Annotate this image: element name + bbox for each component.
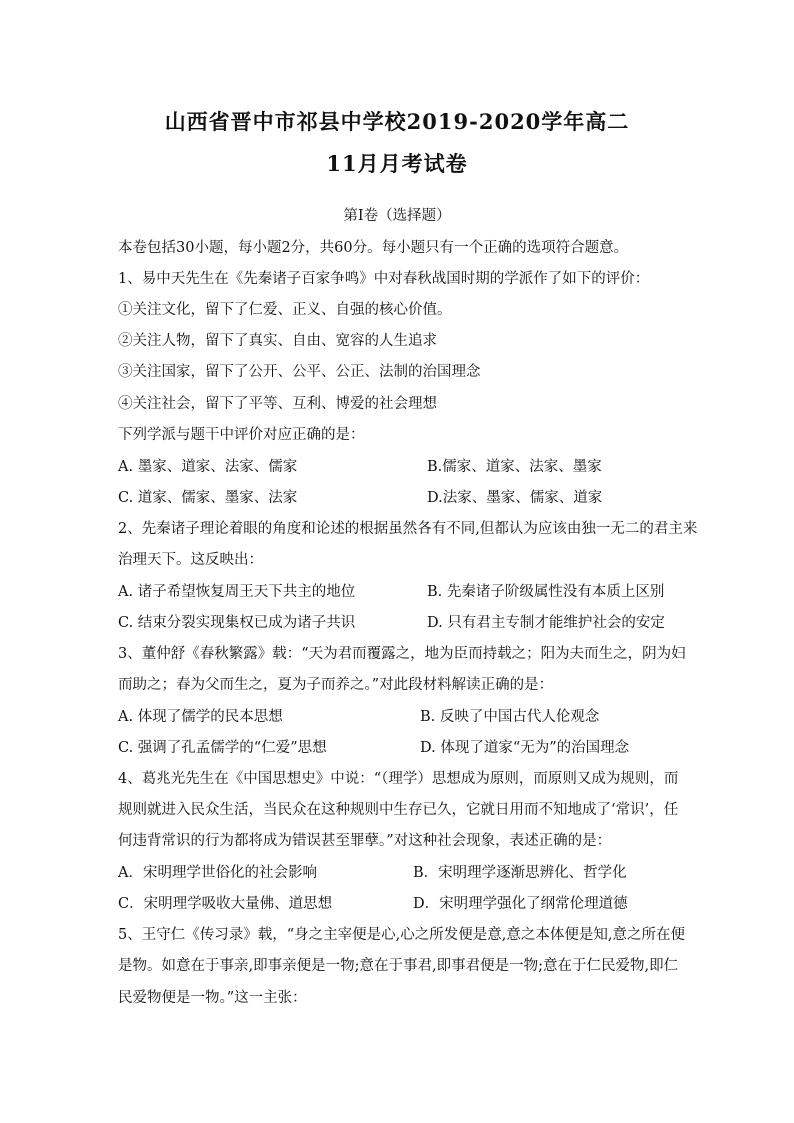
q4-stem-line1: 4、葛兆光先生在《中国思想史》中说：“（理学）思想成为原则，而原则又成为规则，而 xyxy=(118,771,679,787)
q3-stem-line1: 3、董仲舒《春秋繁露》载：“天为君而覆露之，地为臣而持载之；阳为夫而生之，阴为妇 xyxy=(118,646,686,662)
q4-stem-line3: 何违背常识的行为都将成为错误甚至罪孽。”对这种社会现象，表述正确的是： xyxy=(118,833,612,849)
q3-stem-line2: 而助之；春为父而生之，夏为子而养之。”对此段材料解读正确的是： xyxy=(118,677,554,693)
q4-option-c: C．宋明理学吸收大量佛、道思想 xyxy=(118,896,333,912)
q1-prompt: 下列学派与题干中评价对应正确的是： xyxy=(118,427,365,443)
q1-item: ②关注人物，留下了真实、自由、宽容的人生追求 xyxy=(118,333,437,349)
exam-title-line2: 11月月考试卷 xyxy=(326,151,468,176)
q3-option-b: B. 反映了中国古代人伦观念 xyxy=(420,709,600,725)
q1-option-b: B.儒家、道家、法家、墨家 xyxy=(427,459,602,475)
q4-option-d: D．宋明理学强化了纲常伦理道德 xyxy=(413,896,628,912)
q4-option-a: A．宋明理学世俗化的社会影响 xyxy=(118,865,317,881)
q2-option-b: B. 先秦诸子阶级属性没有本质上区别 xyxy=(427,584,665,600)
section-title: 第Ⅰ卷（选择题） xyxy=(343,208,451,224)
q2-stem-line2: 治理天下。这反映出： xyxy=(118,552,263,568)
q5-stem-line3: 民爱物便是一物。”这一主张： xyxy=(118,990,307,1006)
q1-item: ④关注社会，留下了平等、互利、博爱的社会理想 xyxy=(118,396,437,412)
q3-option-d: D. 体现了道家“无为”的治国理念 xyxy=(420,740,630,756)
q5-stem-line2: 是物。如意在于事亲,即事亲便是一物;意在于事君,即事君便是一物;意在于仁民爱物,即仁 xyxy=(118,958,679,974)
q2-stem-line1: 2、先秦诸子理论着眼的角度和论述的根据虽然各有不同,但都认为应该由独一无二的君主来 xyxy=(118,521,698,537)
q2-option-a: A. 诸子希望恢复周王天下共主的地位 xyxy=(118,584,356,600)
q2-option-c: C. 结束分裂实现集权已成为诸子共识 xyxy=(118,615,356,631)
q4-stem-line2: 规则就进入民众生活，当民众在这种规则中生存已久，它就日用而不知地成了‘常识’，任 xyxy=(118,802,679,818)
instructions: 本卷包括30小题，每小题2分，共60分。每小题只有一个正确的选项符合题意。 xyxy=(118,240,629,256)
q1-option-a: A. 墨家、道家、法家、儒家 xyxy=(118,459,298,475)
q1-item: ①关注文化，留下了仁爱、正义、自强的核心价值。 xyxy=(118,302,452,318)
q1-option-d: D.法家、墨家、儒家、道家 xyxy=(427,490,603,506)
q3-option-c: C. 强调了孔孟儒学的“仁爱”思想 xyxy=(118,740,327,756)
q2-option-d: D. 只有君主专制才能维护社会的安定 xyxy=(427,615,665,631)
q3-option-a: A. 体现了儒学的民本思想 xyxy=(118,709,283,725)
exam-title-line1: 山西省晋中市祁县中学校2019-2020学年高二 xyxy=(164,109,630,134)
q4-option-b: B．宋明理学逐渐思辨化、哲学化 xyxy=(413,865,627,881)
q5-stem-line1: 5、王守仁《传习录》载，“身之主宰便是心,心之所发便是意,意之本体便是知,意之所在便 xyxy=(118,927,685,943)
q1-option-c: C. 道家、儒家、墨家、法家 xyxy=(118,490,298,506)
q1-item: ③关注国家，留下了公开、公平、公正、法制的治国理念 xyxy=(118,364,481,380)
q1-stem: 1、易中天先生在《先秦诸子百家争鸣》中对春秋战国时期的学派作了如下的评价： xyxy=(118,271,650,287)
